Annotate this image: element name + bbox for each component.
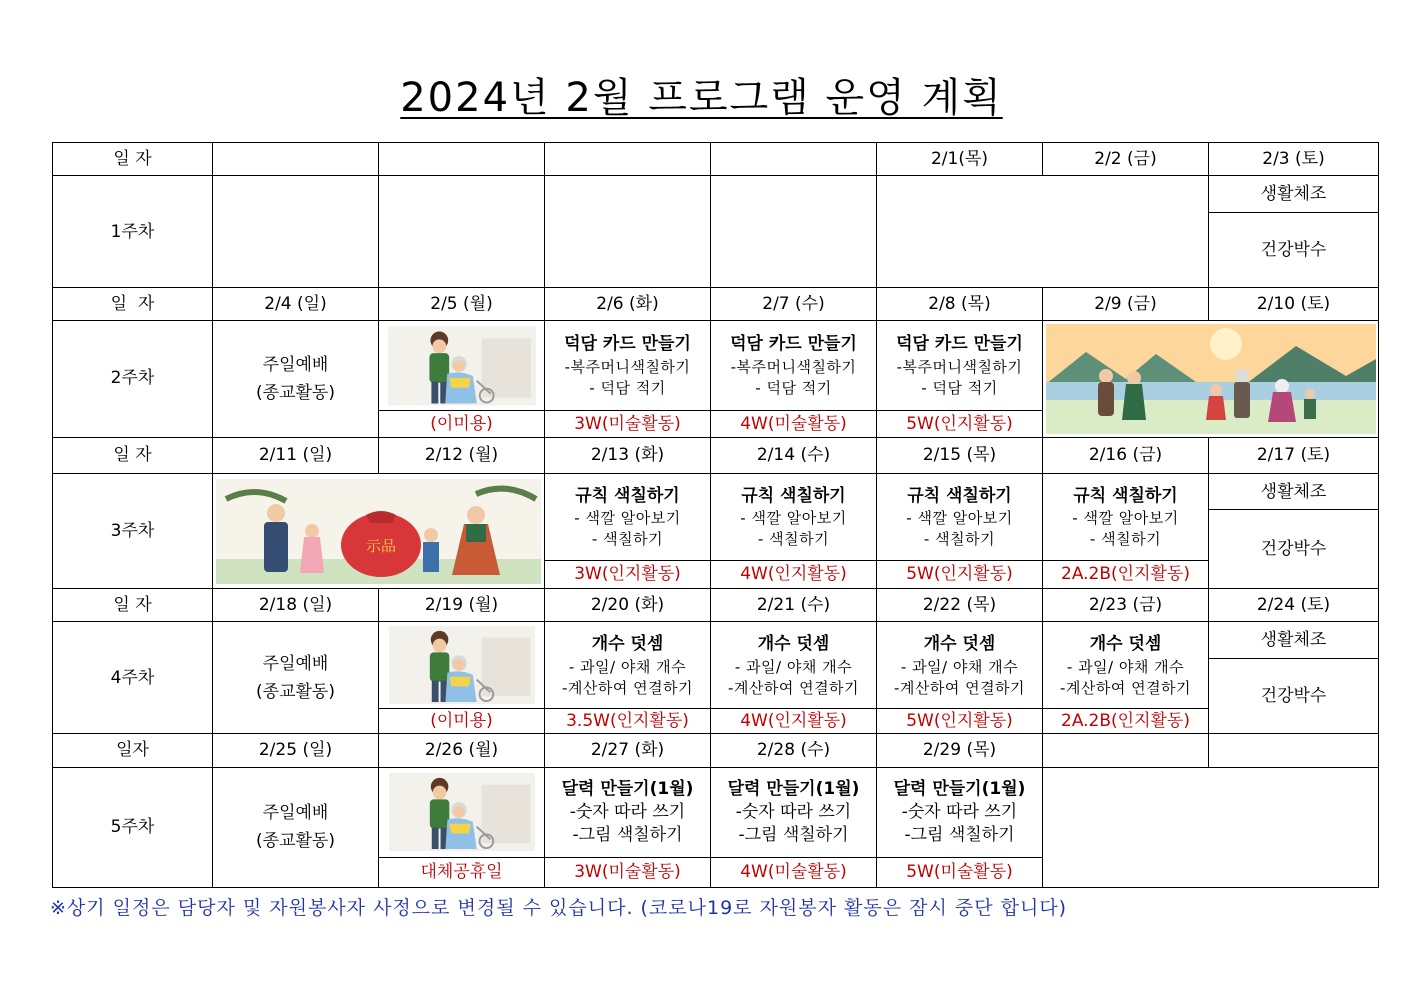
activity-line: - 색깔 알아보기 [574, 509, 681, 528]
activity-cell [545, 474, 711, 561]
schedule-change-notice: ※상기 일정은 담당자 및 자원봉사자 사정으로 변경될 수 있습니다. (코로나19로 자원봉자 활동은 잠시 중단 합니다) [50, 897, 1068, 919]
activity-title: 규칙 색칠하기 [1073, 485, 1178, 506]
activity-line: - 색깔 알아보기 [740, 509, 847, 528]
activity-line: - 색칠하기 [1089, 530, 1162, 549]
week-label: 4주차 [53, 622, 213, 734]
activity-title: 규칙 색칠하기 [907, 485, 1012, 506]
activity-tag: 대체공휴일 [379, 857, 545, 887]
date-cell: 2/22 (목) [877, 589, 1043, 622]
empty-cell [711, 176, 877, 288]
activity-tag: (이미용) [379, 411, 545, 437]
week1-date-row [53, 143, 1379, 176]
activity-tag: (이미용) [379, 709, 545, 734]
activity-cell [545, 767, 711, 857]
activity-line: -계산하여 연결하기 [561, 678, 694, 697]
grandmother-image [388, 773, 536, 851]
activity-line: -복주머니색칠하기 [564, 357, 691, 376]
activity-tag: 3W(인지활동) [545, 560, 711, 588]
activity-cell [1043, 474, 1209, 561]
activity-line: - 색칠하기 [591, 530, 664, 549]
activity-line: -계산하여 연결하기 [1059, 678, 1192, 697]
date-cell: 2/7 (수) [711, 288, 877, 320]
saturday-activity: 건강박수 [1209, 510, 1379, 589]
activity-tag: 4W(미술활동) [711, 411, 877, 437]
activity-cell [545, 622, 711, 709]
activity-line: - 색칠하기 [923, 530, 996, 549]
bag-emblem-text: 示品 [365, 536, 397, 555]
worship-subtitle: (종교활동) [256, 681, 335, 702]
saturday-activity: 생활체조 [1209, 622, 1379, 658]
empty-cell [545, 176, 711, 288]
date-header-label: 일 자 [53, 143, 213, 176]
activity-line: - 색칠하기 [757, 530, 830, 549]
date-cell: 2/10 (토) [1209, 288, 1379, 320]
sunday-worship [213, 320, 379, 437]
date-header-label: 일자 [53, 734, 213, 767]
date-cell: 2/25 (일) [213, 734, 379, 767]
week-label: 3주차 [53, 474, 213, 589]
empty-date-cell [711, 143, 877, 176]
saturday-activity: 생활체조 [1209, 474, 1379, 510]
worship-title: 주일예배 [262, 653, 329, 674]
sunday-worship [213, 622, 379, 734]
beauty-image-cell [379, 320, 545, 411]
grandmother-image [388, 626, 536, 704]
activity-tag: 2A.2B(인지활동) [1043, 709, 1209, 734]
activity-line: -그림 색칠하기 [904, 825, 1015, 846]
activity-line: - 과일/ 야채 개수 [734, 657, 853, 676]
date-cell: 2/4 (일) [213, 288, 379, 320]
week-label: 1주차 [53, 176, 213, 288]
activity-line: -복주머니색칠하기 [896, 357, 1023, 376]
activity-tag: 4W(인지활동) [711, 560, 877, 588]
date-header-label: 일 자 [53, 589, 213, 622]
activity-cell [711, 320, 877, 411]
activity-title: 규칙 색칠하기 [575, 485, 680, 506]
date-cell: 2/23 (금) [1043, 589, 1209, 622]
activity-line: -숫자 따라 쓰기 [735, 801, 852, 822]
activity-title: 덕담 카드 만들기 [564, 334, 691, 355]
lucky-bag-family-image [216, 479, 541, 584]
date-cell: 2/1(목) [877, 143, 1043, 176]
activity-title: 달력 만들기(1월) [727, 778, 860, 799]
saturday-activity: 생활체조 [1209, 176, 1379, 212]
activity-cell [545, 320, 711, 411]
week4-row-a [53, 622, 1379, 658]
date-cell: 2/17 (토) [1209, 437, 1379, 473]
activity-line: - 과일/ 야채 개수 [1066, 657, 1185, 676]
empty-cell [213, 176, 379, 288]
date-cell: 2/27 (화) [545, 734, 711, 767]
activity-line: -그림 색칠하기 [738, 825, 849, 846]
week3-date-row [53, 437, 1379, 473]
activity-line: - 덕담 적기 [589, 378, 666, 397]
saturday-activity: 건강박수 [1209, 212, 1379, 288]
week2-date-row [53, 288, 1379, 320]
holiday-image-cell [1043, 320, 1379, 437]
date-cell: 2/24 (토) [1209, 589, 1379, 622]
activity-cell [877, 622, 1043, 709]
activity-cell [877, 767, 1043, 857]
page-title [0, 66, 1403, 123]
activity-tag: 5W(미술활동) [877, 857, 1043, 887]
date-cell: 2/14 (수) [711, 437, 877, 473]
date-cell: 2/5 (월) [379, 288, 545, 320]
date-cell: 2/26 (월) [379, 734, 545, 767]
date-cell: 2/2 (금) [1043, 143, 1209, 176]
week2-activity-row [53, 320, 1379, 411]
week-label: 5주차 [53, 767, 213, 887]
schedule-table [52, 142, 1379, 888]
holiday-image-cell [213, 474, 545, 589]
date-header-label: 일 자 [53, 437, 213, 473]
activity-line: -계산하여 연결하기 [727, 678, 860, 697]
empty-cell [877, 176, 1209, 288]
grandmother-image [388, 326, 536, 406]
date-cell: 2/3 (토) [1209, 143, 1379, 176]
week5-date-row [53, 734, 1379, 767]
worship-title: 주일예배 [262, 354, 329, 375]
activity-title: 개수 덧셈 [591, 634, 664, 655]
sunday-worship [213, 767, 379, 887]
activity-tag: 4W(미술활동) [711, 857, 877, 887]
beauty-image-cell [379, 622, 545, 709]
activity-line: -그림 색칠하기 [572, 825, 683, 846]
activity-tag: 5W(인지활동) [877, 411, 1043, 437]
activity-tag: 5W(인지활동) [877, 709, 1043, 734]
worship-subtitle: (종교활동) [256, 831, 335, 852]
activity-line: - 덕담 적기 [755, 378, 832, 397]
activity-tag: 3W(미술활동) [545, 411, 711, 437]
week-label: 2주차 [53, 320, 213, 437]
week5-activity-row [53, 767, 1379, 857]
date-cell: 2/29 (목) [877, 734, 1043, 767]
empty-date-cell [1043, 734, 1209, 767]
date-cell: 2/11 (일) [213, 437, 379, 473]
activity-line: - 색깔 알아보기 [1072, 509, 1179, 528]
activity-title: 덕담 카드 만들기 [730, 334, 857, 355]
week3-row-a [53, 474, 1379, 510]
date-cell: 2/12 (월) [379, 437, 545, 473]
date-cell: 2/16 (금) [1043, 437, 1209, 473]
empty-date-cell [379, 143, 545, 176]
activity-tag: 4W(인지활동) [711, 709, 877, 734]
activity-line: - 덕담 적기 [921, 378, 998, 397]
activity-title: 덕담 카드 만들기 [896, 334, 1023, 355]
activity-line: - 색깔 알아보기 [906, 509, 1013, 528]
empty-date-cell [213, 143, 379, 176]
date-cell: 2/20 (화) [545, 589, 711, 622]
lunar-new-year-family-image [1046, 323, 1376, 435]
saturday-activity: 건강박수 [1209, 658, 1379, 734]
date-cell: 2/18 (일) [213, 589, 379, 622]
activity-line: - 과일/ 야채 개수 [568, 657, 687, 676]
activity-cell [1043, 622, 1209, 709]
worship-subtitle: (종교활동) [256, 382, 335, 403]
activity-title: 달력 만들기(1월) [561, 778, 694, 799]
activity-cell [711, 622, 877, 709]
empty-cell [379, 176, 545, 288]
date-cell: 2/9 (금) [1043, 288, 1209, 320]
activity-title: 규칙 색칠하기 [741, 485, 846, 506]
date-cell: 2/6 (화) [545, 288, 711, 320]
activity-cell [877, 474, 1043, 561]
activity-line: -복주머니색칠하기 [730, 357, 857, 376]
date-cell: 2/21 (수) [711, 589, 877, 622]
activity-tag: 3W(미술활동) [545, 857, 711, 887]
week1-row-a [53, 176, 1379, 212]
empty-cell [1043, 767, 1379, 887]
date-cell: 2/19 (월) [379, 589, 545, 622]
activity-line: - 과일/ 야채 개수 [900, 657, 1019, 676]
date-cell: 2/15 (목) [877, 437, 1043, 473]
worship-title: 주일예배 [262, 803, 329, 824]
activity-title: 개수 덧셈 [923, 634, 996, 655]
title-text: 2024년 2월 프로그램 운영 계획 [400, 75, 1003, 121]
activity-title: 개수 덧셈 [757, 634, 830, 655]
activity-title: 개수 덧셈 [1089, 634, 1162, 655]
activity-cell [711, 474, 877, 561]
activity-tag: 2A.2B(인지활동) [1043, 560, 1209, 588]
activity-cell [711, 767, 877, 857]
activity-tag: 5W(인지활동) [877, 560, 1043, 588]
activity-title: 달력 만들기(1월) [893, 778, 1026, 799]
date-header-label: 일 자 [53, 288, 213, 320]
empty-date-cell [1209, 734, 1379, 767]
empty-date-cell [545, 143, 711, 176]
beauty-image-cell [379, 767, 545, 857]
week4-date-row [53, 589, 1379, 622]
activity-line: -숫자 따라 쓰기 [569, 801, 686, 822]
date-cell: 2/8 (목) [877, 288, 1043, 320]
activity-tag: 3.5W(인지활동) [545, 709, 711, 734]
date-cell: 2/28 (수) [711, 734, 877, 767]
activity-cell [877, 320, 1043, 411]
date-cell: 2/13 (화) [545, 437, 711, 473]
activity-line: -숫자 따라 쓰기 [901, 801, 1018, 822]
activity-line: -계산하여 연결하기 [893, 678, 1026, 697]
